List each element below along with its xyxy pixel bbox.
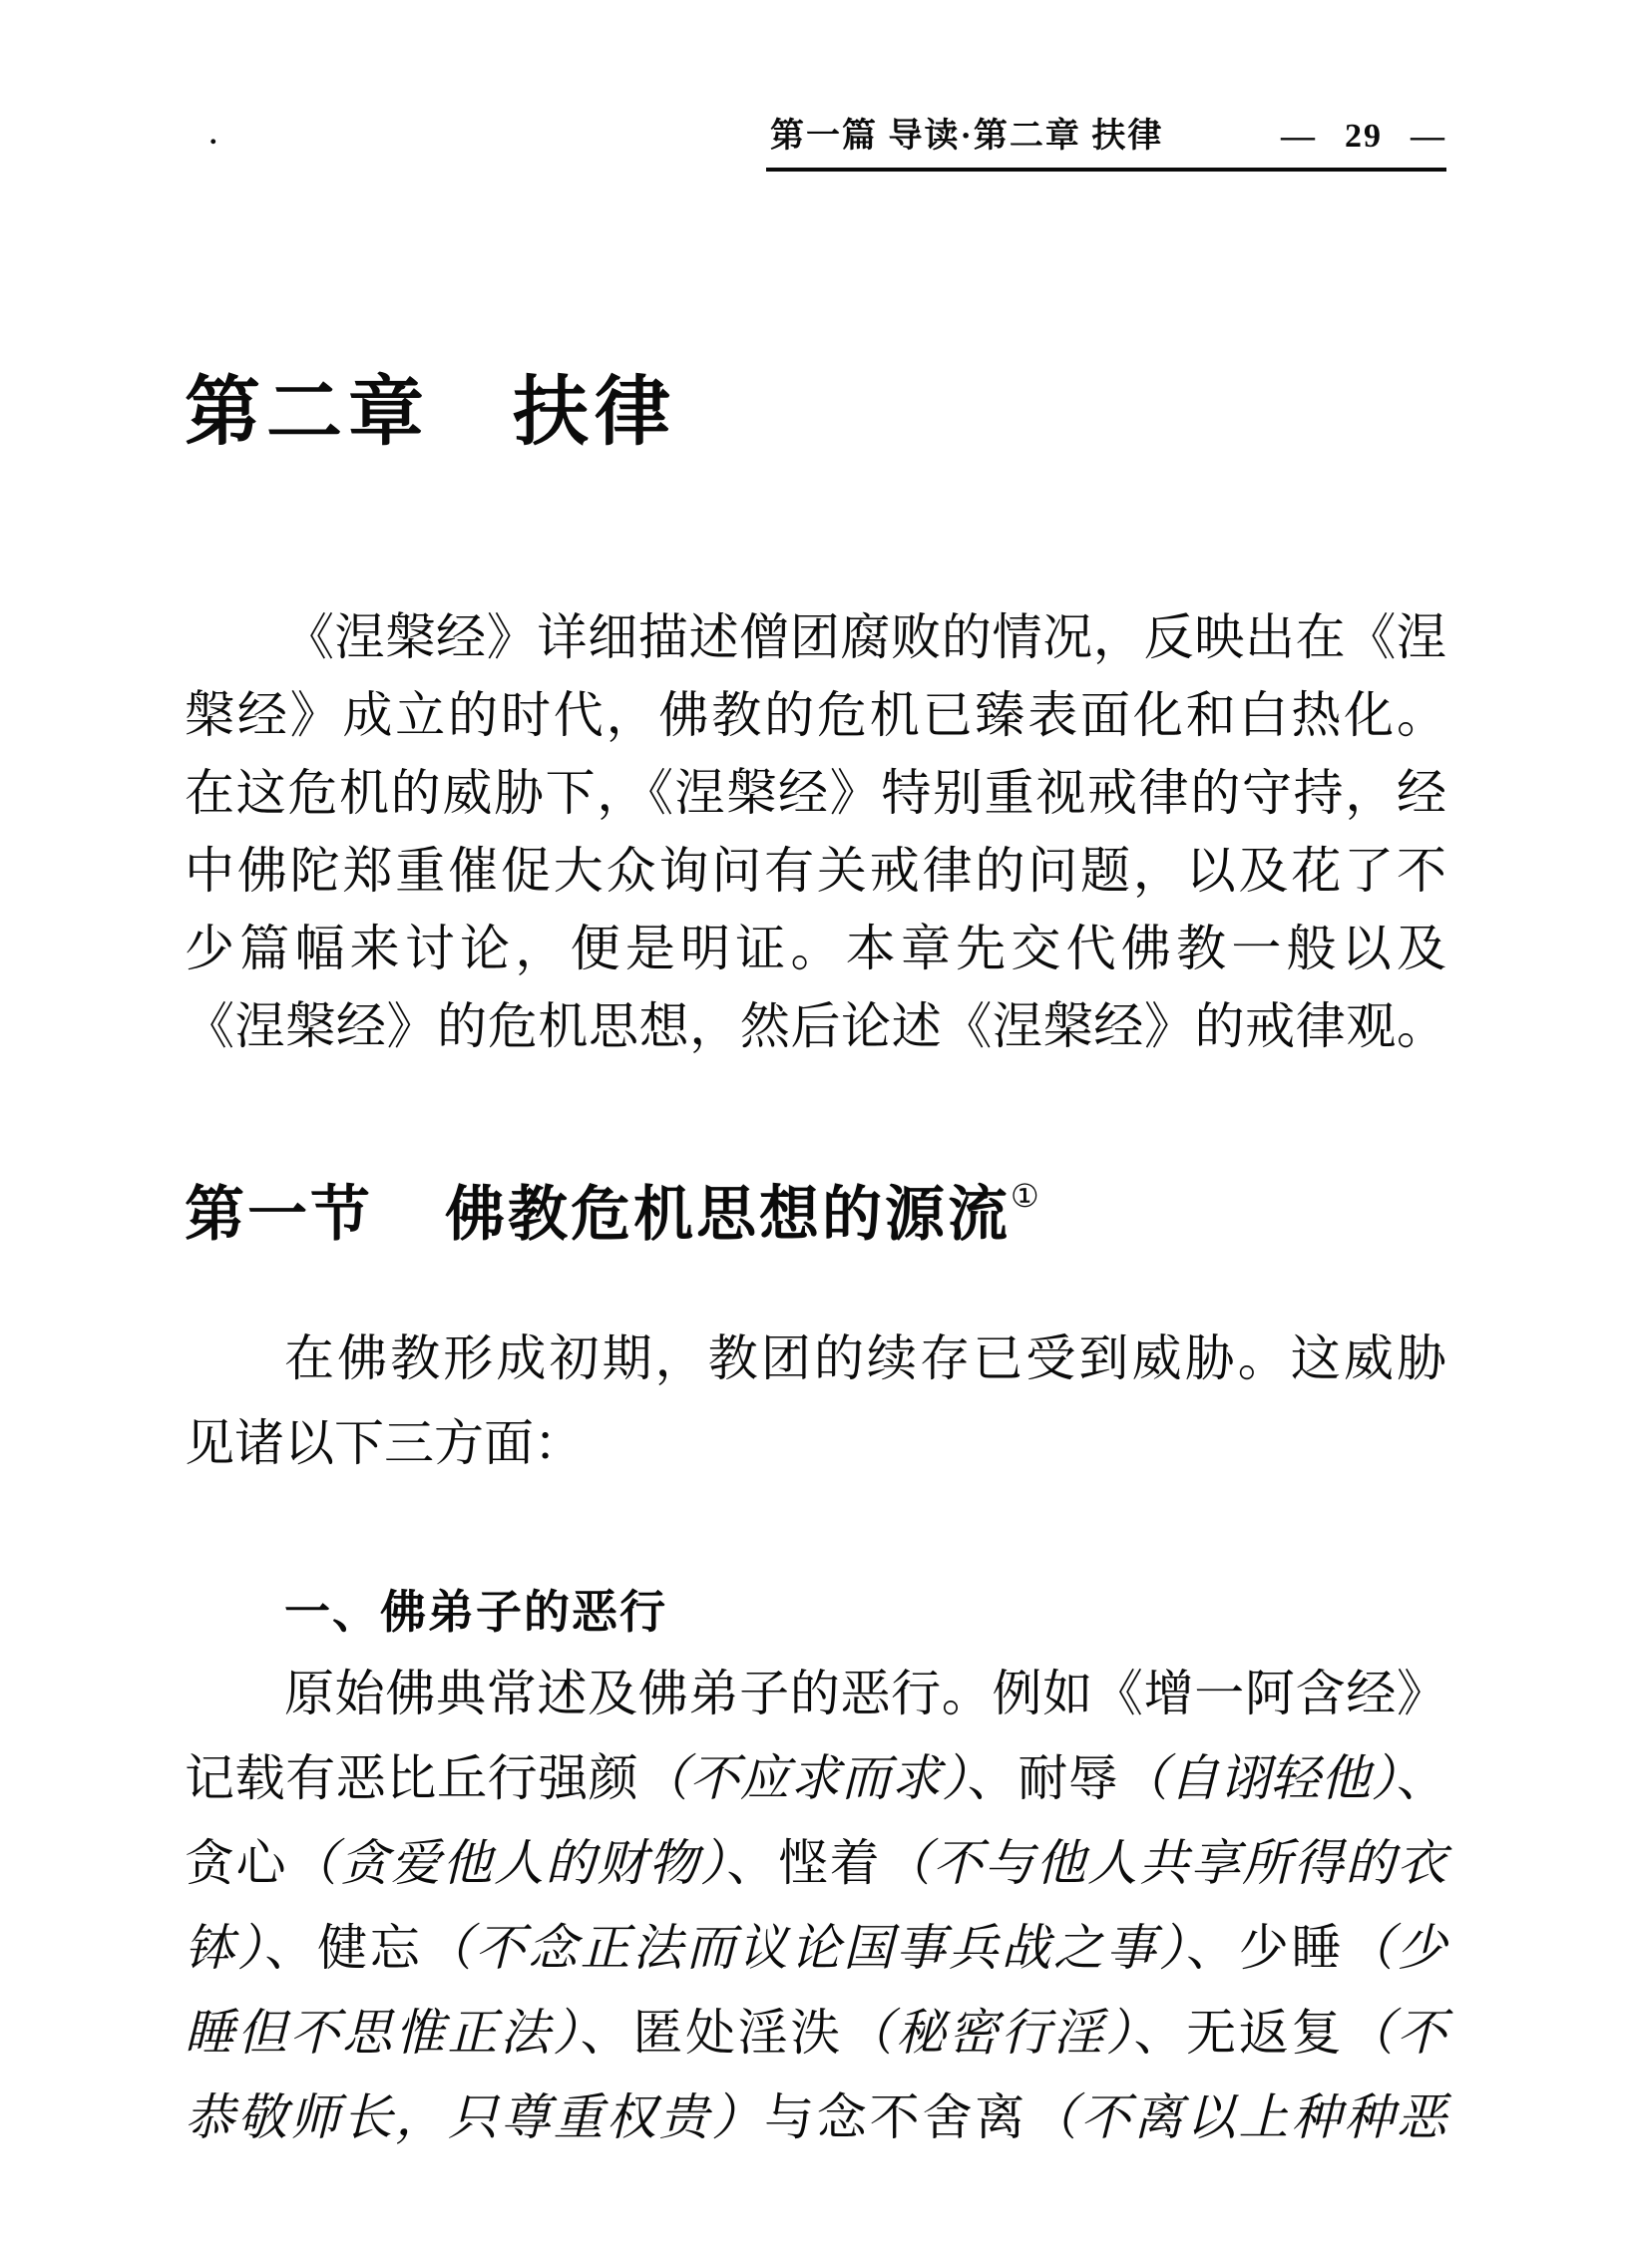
- kai-style-text: （不离以上种种恶: [1027, 2089, 1447, 2145]
- text-line: 在佛教形成初期，教团的续存已受到威胁。这威胁: [284, 1330, 1446, 1386]
- text-line: [185, 1652, 1446, 1736]
- text-line: [185, 1821, 1446, 1906]
- section-heading: [185, 1167, 1039, 1253]
- running-header: [770, 116, 1446, 158]
- misdeeds-paragraph: [185, 1652, 1446, 2160]
- section-number: 第一节: [185, 1182, 373, 1248]
- kai-style-text: （自诩轻他）: [1118, 1750, 1398, 1806]
- body-text: 原始佛典常述及佛弟子的恶行。例如《增一阿含经》: [284, 1666, 1446, 1721]
- text-line: 少篇幅来讨论，便是明证。本章先交代佛教一般以及: [185, 921, 1446, 976]
- section-name: 佛教危机思想的源流: [445, 1182, 1011, 1248]
- running-header-label: 第一篇 导读·第二章 扶律: [770, 118, 1164, 155]
- threat-paragraph: [185, 1317, 1446, 1486]
- chapter-title: [185, 351, 676, 460]
- chapter-name: 扶律: [513, 371, 676, 455]
- text-line: 槃经》成立的时代，佛教的危机已臻表面化和白热化。: [185, 687, 1446, 743]
- text-line: [185, 1991, 1446, 2076]
- page-number: 29: [1345, 118, 1383, 155]
- kai-style-text: （秘密行淫）: [843, 2005, 1134, 2061]
- page-number-dash-right: —: [1411, 118, 1446, 155]
- text-line: [185, 1906, 1446, 1991]
- body-text: 、耐辱: [967, 1750, 1119, 1806]
- page-number-group: [1281, 116, 1446, 158]
- body-text: 与念不舍离: [764, 2089, 1028, 2145]
- subsection-heading: 一、佛弟子的恶行: [284, 1587, 667, 1638]
- text-line: 中佛陀郑重催促大众询问有关戒律的问题，以及花了不: [185, 843, 1446, 899]
- body-text: 记载有恶比丘行强颜: [185, 1750, 639, 1806]
- scan-speck: .: [209, 118, 217, 151]
- body-text: 、: [1397, 1750, 1447, 1806]
- intro-paragraph: [185, 598, 1446, 1065]
- body-text: 、悭着: [726, 1835, 882, 1891]
- kai-style-text: （不念正法而议论国事兵战之事）: [422, 1920, 1187, 1976]
- kai-style-text: （不与他人共享所得的衣: [881, 1835, 1447, 1891]
- chapter-number: 第二章: [185, 371, 430, 455]
- body-text: 、健忘: [264, 1920, 423, 1976]
- body-text: 贪心: [185, 1835, 288, 1891]
- body-text: 、无返复: [1133, 2005, 1345, 2061]
- text-line: [185, 1736, 1446, 1821]
- body-text: 、少睡: [1186, 1920, 1345, 1976]
- page-number-dash-left: —: [1281, 118, 1317, 155]
- header-rule: [766, 168, 1446, 172]
- kai-style-text: （贪爱他人的财物）: [287, 1835, 727, 1891]
- text-line: 《涅槃经》详细描述僧团腐败的情况，反映出在《涅: [284, 609, 1446, 665]
- kai-style-text: （少: [1344, 1920, 1447, 1976]
- kai-style-text: 恭敬师长，只尊重权贵）: [185, 2089, 765, 2145]
- body-text: 、匿处淫泆: [580, 2005, 844, 2061]
- kai-style-text: 钵）: [185, 1920, 265, 1976]
- kai-style-text: （不应求而求）: [638, 1750, 968, 1806]
- text-line: 见诸以下三方面：: [185, 1415, 584, 1471]
- text-line: [185, 2076, 1446, 2160]
- kai-style-text: （不: [1344, 2005, 1447, 2061]
- footnote-mark: ①: [1011, 1178, 1039, 1214]
- text-line: 《涅槃经》的危机思想，然后论述《涅槃经》的戒律观。: [185, 998, 1446, 1054]
- kai-style-text: 睡但不思惟正法）: [185, 2005, 581, 2061]
- text-line: 在这危机的威胁下，《涅槃经》特别重视戒律的守持，经: [185, 765, 1446, 821]
